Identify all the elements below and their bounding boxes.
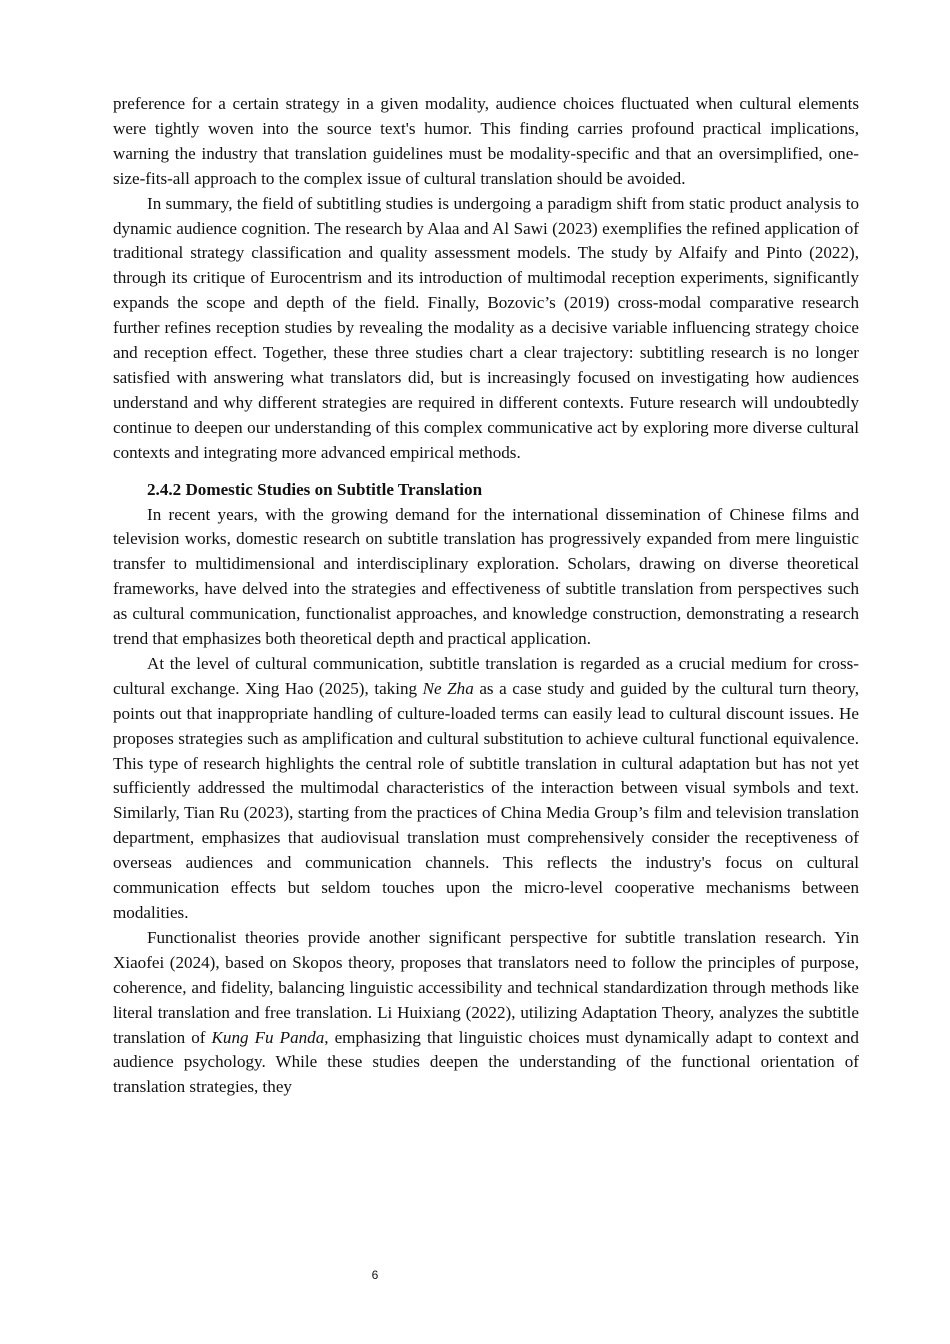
paragraph-domestic-intro: In recent years, with the growing demand for the international dissemination of Chinese films and television works, domestic research on subtitle translation has progressively expanded from mere linguistic transfer to multidimensional and interdisciplinary exploration. Scholars, drawing on diverse theoretical frameworks, have delved into the strategies and effectiveness of subtitle translation from perspectives such as cultural communication, functionalist approaches, and knowledge construction, demonstrating a research trend that emphasizes both theoretical depth and practical application.	[113, 504, 859, 649]
document-page	[113, 92, 859, 1100]
paragraph-continuation: preference for a certain strategy in a given modality, audience choices fluctuated when cultural elements were tightly woven into the source text's humor. This finding carries profound practical implications, warning the industry that translation guidelines must be modality-specific and that an oversimplified, one-size-fits-all approach to the complex issue of cultural translation should be avoided.	[113, 94, 859, 188]
film-title-kung-fu-panda: Kung Fu Panda	[211, 1027, 325, 1047]
page-number: 6	[371, 1268, 379, 1282]
paragraph-cultural-communication	[113, 652, 859, 926]
text-run: as a case study and guided by the cultural turn theory, points out that inappropriate handling of culture-loaded terms can easily lead to cultural discount issues. He proposes strategies such as amplification and cultural substitution to achieve cultural functional equivalence. This type of research highlights the central role of subtitle translation in cultural adaptation but has not yet sufficiently addressed the multimodal characteristics of the interaction between visual symbols and text. Similarly, Tian Ru (2023), starting from the practices of China Media Group’s film and television translation department, emphasizes that audiovisual translation must comprehensively consider the receptiveness of overseas audiences and communication channels. This reflects the industry's focus on cultural communication effects but seldom touches upon the micro-level cooperative mechanisms between modalities.	[113, 678, 859, 922]
text-run: Functionalist theories provide another significant perspective for subtitle translation research. Yin Xiaofei (2024), based on Skopos theory, proposes that translators need to follow the principles of purpose, coherence, and fidelity, balancing linguistic accessibility and technical standardization through methods like literal translation and free translation. Li Huixiang (2022), utilizing Adaptation Theory, analyzes the subtitle translation of	[113, 927, 859, 1047]
paragraph-summary: In summary, the field of subtitling studies is undergoing a paradigm shift from static product analysis to dynamic audience cognition. The research by Alaa and Al Sawi (2023) exemplifies the refined application of traditional strategy classification and quality assessment models. The study by Alfaify and Pinto (2022), through its critique of Eurocentrism and its introduction of multimodal reception experiments, significantly expands the scope and depth of the field. Finally, Bozovic’s (2019) cross-modal comparative research further refines reception studies by revealing the modality as a decisive variable influencing strategy choice and reception effect. Together, these three studies chart a clear trajectory: subtitling research is no longer satisfied with answering what translators did, but is increasingly focused on investigating how audiences understand and why different strategies are required in different contexts. Future research will undoubtedly continue to deepen our understanding of this complex communicative act by exploring more diverse cultural contexts and integrating more advanced empirical methods.	[113, 193, 859, 462]
paragraph-functionalist	[113, 926, 859, 1100]
film-title-ne-zha: Ne Zha	[422, 678, 474, 698]
text-run: At the level of cultural communication, subtitle translation is regarded as a crucial medium for cross-cultural exchange. Xing Hao (2025), taking	[113, 653, 859, 698]
text-run: , emphasizing that linguistic choices must dynamically adapt to context and audience psychology. While these studies deepen the understanding of the functional orientation of translation strategies, they	[113, 1027, 859, 1097]
section-heading: 2.4.2 Domestic Studies on Subtitle Translation	[147, 479, 483, 499]
